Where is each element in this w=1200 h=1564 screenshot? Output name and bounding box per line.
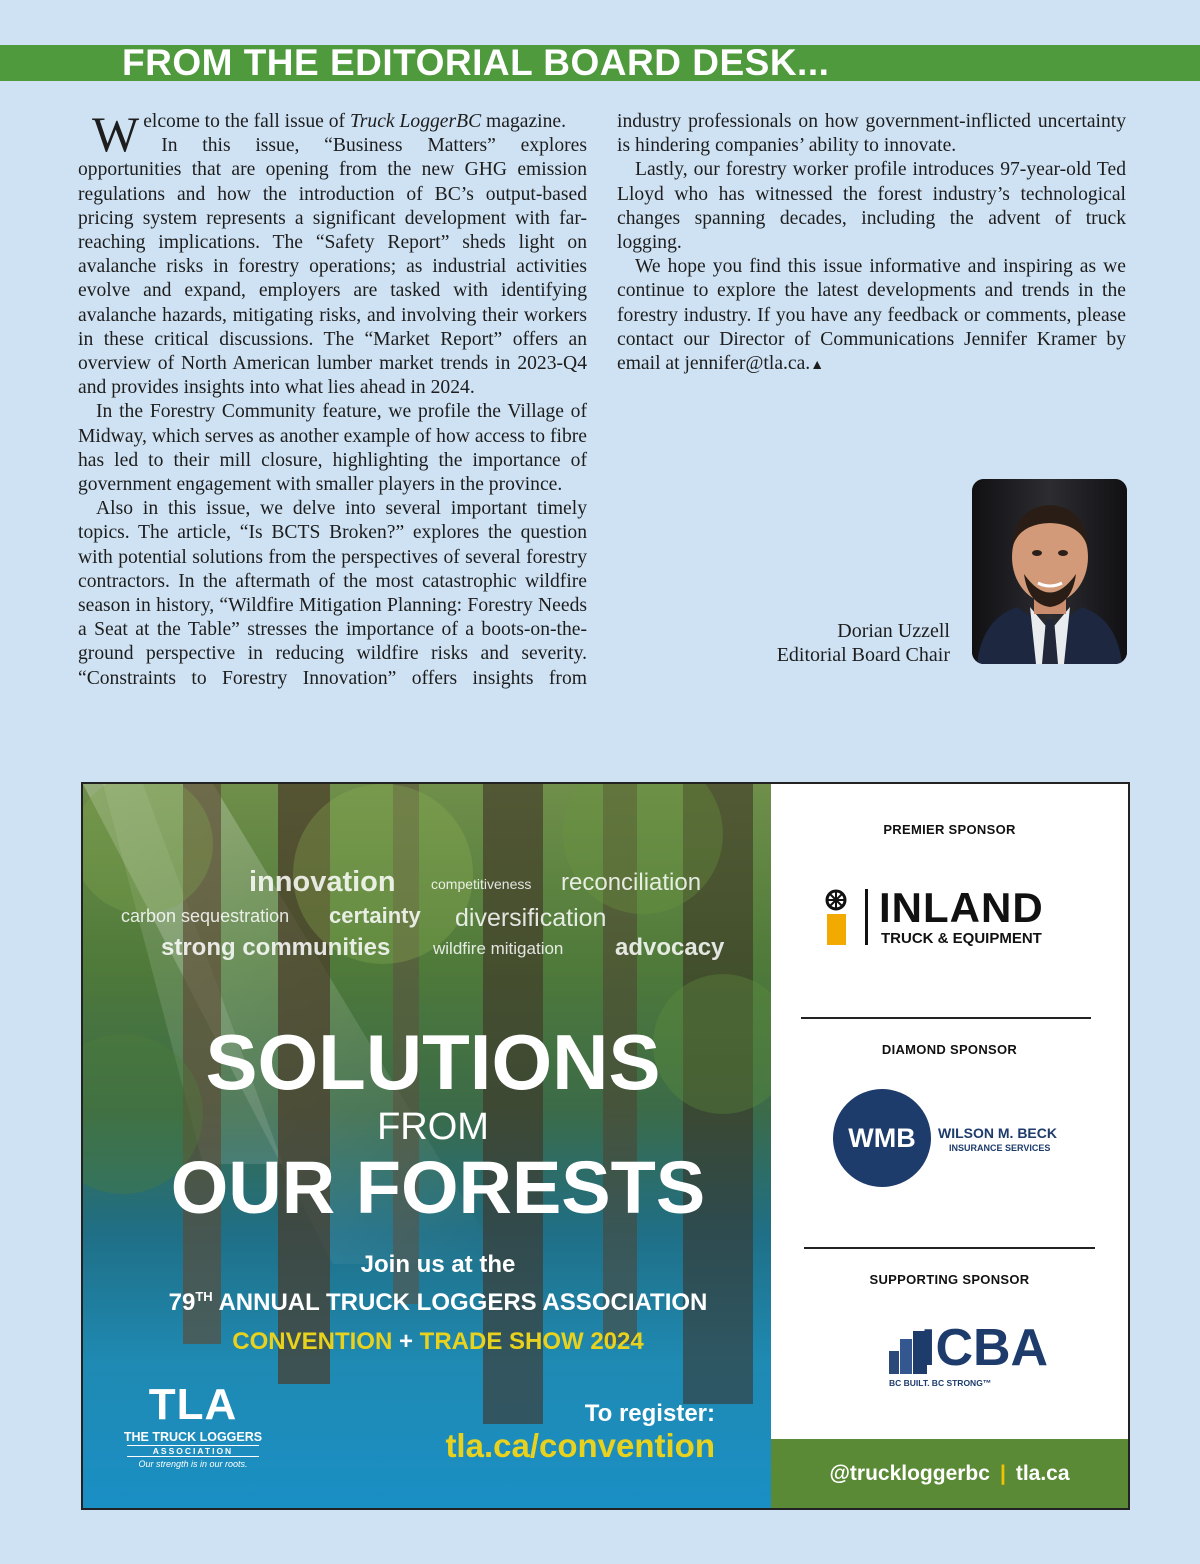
keyword-certainty: certainty	[329, 903, 421, 928]
article-paragraph-5: Lastly, our forestry worker profile introduces 97-year-old Ted Lloyd who has witnessed the forest industry’s technological changes spanning decades, including the advent of truck logging.	[617, 159, 1126, 254]
tradeshow-text: TRADE SHOW 2024	[419, 1328, 644, 1355]
sponsor-panel	[771, 784, 1128, 1508]
article-text: magazine.	[481, 111, 567, 132]
social-footer	[771, 1439, 1128, 1508]
keyword-competitiveness: competitiveness	[431, 876, 532, 892]
article-paragraph-1	[78, 106, 587, 162]
convention-line	[83, 1328, 771, 1356]
annual-convention-line	[83, 1289, 771, 1317]
article-paragraph-4: Also in this issue, we delve into several important timely topics. The article, “Is BCTS Broken?” explores the question with potential solutions from the perspectives of several forestry contractors. In the aftermath of the most catastrophic wildfire season in history, “Wildfire Mitigation Planning: Forestry Needs a Seat at the Table” stresses the importance of a boots-on-the-ground perspective in reducing wildfire risks and severity. “Constraints to Forestry Innovation” offers insights from industry professionals on how government-inflicted uncertainty is hindering companies’ ability to innovate.	[78, 111, 1126, 689]
icba-sub: BC BUILT. BC STRONG™	[889, 1378, 992, 1388]
drop-cap: W	[92, 106, 140, 162]
tree-end-mark-icon: ▲	[810, 358, 825, 374]
tla-tagline: Our strength is in our roots.	[138, 1459, 248, 1469]
wmb-badge: WMB	[833, 1089, 931, 1187]
author-name: Dorian Uzzell	[837, 620, 950, 642]
tla-logo	[113, 1382, 273, 1469]
article-paragraph-3: In the Forestry Community feature, we profile the Village of Midway, which serves as another example of how access to fibre has led to their mill closure, highlighting the importance of government engagement with smaller players in the province.	[78, 401, 587, 496]
premier-sponsor-label: PREMIER SPONSOR	[883, 822, 1016, 837]
tla-association: ASSOCIATION	[127, 1445, 259, 1457]
convention-plus: +	[392, 1328, 420, 1355]
sponsor-divider	[801, 1017, 1091, 1019]
inland-sub: TRUCK & EQUIPMENT	[881, 930, 1042, 947]
article-paragraph-2: In this issue, “Business Matters” explores opportunities that are opening from the new GHG emission regulations and how the introduction of BC’s output-based pricing system represents a significant development with far-reaching implications. The “Safety Report” sheds light on avalanche risks in forestry operations; as industrial activities evolve and expand, employers are tasked with identifying avalanche hazards, mitigating risks, and involving their workers in these critical discussions. The “Market Report” offers an overview of North American lumber market trends in 2023-Q4 and provides insights into what lies ahead in 2024.	[78, 135, 587, 399]
diamond-sponsor-label: DIAMOND SPONSOR	[881, 1042, 1018, 1057]
inland-name: INLAND	[879, 884, 1044, 931]
keyword-wildfire: wildfire mitigation	[433, 939, 564, 958]
icba-name: ICBA	[921, 1319, 1049, 1377]
author-portrait	[972, 479, 1127, 664]
keyword-diversification: diversification	[455, 904, 607, 932]
social-handle-link[interactable]: @truckloggerbc	[829, 1462, 990, 1485]
wmb-sub: INSURANCE SERVICES	[949, 1143, 1051, 1153]
author-title: Editorial Board Chair	[776, 644, 950, 666]
section-banner	[0, 42, 1200, 83]
join-text: Join us at the	[360, 1251, 516, 1278]
article-text: elcome to the fall issue of	[143, 111, 350, 132]
inland-mark-icon	[825, 887, 855, 947]
article-text: We hope you find this issue informative and inspiring as we continue to explore the latest developments and trends in the forestry industry. If you have any feedback or comments, please contact our Director of Communications Jennifer Kramer by email at jennifer@tla.ca.	[617, 256, 1126, 375]
article-paragraph-6	[617, 255, 1126, 378]
social-separator: |	[999, 1462, 1006, 1485]
magazine-name: Truck LoggerBC	[349, 111, 482, 132]
keyword-reconciliation: reconciliation	[561, 869, 702, 896]
convention-ad	[81, 782, 1130, 1510]
keyword-innovation: innovation	[249, 866, 396, 898]
keyword-strong-communities: strong communities	[161, 934, 391, 961]
annual-suffix: TH	[195, 1289, 213, 1304]
signature-block	[700, 619, 950, 667]
tla-logo-mark: TLA	[148, 1380, 238, 1429]
wmb-name: WILSON M. BECK	[938, 1125, 1057, 1141]
headline-solutions: SOLUTIONS	[205, 1018, 661, 1106]
keyword-carbon: carbon sequestration	[121, 906, 290, 926]
register-label: To register:	[584, 1400, 715, 1427]
headline-our-forests: OUR FORESTS	[170, 1146, 706, 1229]
website-link[interactable]: tla.ca	[1015, 1462, 1070, 1485]
icba-logo	[889, 1319, 1049, 1394]
register-url-link[interactable]: tla.ca/convention	[445, 1427, 715, 1464]
sponsor-divider	[804, 1247, 1095, 1249]
section-title: FROM THE EDITORIAL BOARD DESK...	[122, 42, 830, 83]
inland-logo	[825, 884, 1085, 947]
convention-text: CONVENTION	[232, 1328, 393, 1355]
annual-number: 79	[168, 1289, 196, 1316]
wmb-logo	[833, 1089, 1083, 1189]
editorial-article	[78, 106, 1126, 700]
tla-name: THE TRUCK LOGGERS	[123, 1430, 263, 1444]
supporting-sponsor-label: SUPPORTING SPONSOR	[869, 1272, 1030, 1287]
annual-text: ANNUAL TRUCK LOGGERS ASSOCIATION	[212, 1289, 708, 1316]
headline-from: FROM	[377, 1106, 489, 1148]
ad-forest-panel	[83, 784, 771, 1508]
keyword-advocacy: advocacy	[615, 934, 725, 961]
